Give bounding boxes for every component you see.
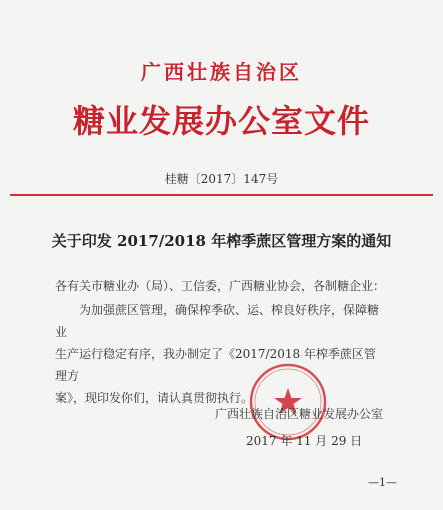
- issue-date: 2017 年 11 月 29 日: [246, 434, 363, 448]
- page-number: —1—: [368, 476, 397, 489]
- official-seal-icon: [248, 362, 328, 442]
- body-line-2: 生产运行稳定有序，我办制定了《2017/2018 年榨季蔗区管理方: [55, 347, 376, 383]
- issuer-name: 广西壮族自治区糖业发展办公室: [215, 407, 384, 421]
- red-divider-line: [10, 194, 433, 196]
- body-line-3: 案》，现印发你们，请认真贯彻执行。: [55, 391, 254, 405]
- issuing-region: 广西壮族自治区: [141, 60, 302, 84]
- body-line-1: 为加强蔗区管理，确保榨季砍、运、榨良好秩序，保障糖业: [55, 303, 380, 339]
- document-header-title: 糖业发展办公室文件: [72, 102, 370, 140]
- notice-body: [55, 299, 385, 409]
- addressee-line: 各有关市糖业办（局）、工信委，广西糖业协会，各制糖企业：: [55, 279, 386, 293]
- notice-title: 关于印发 2017/2018 年榨季蔗区管理方案的通知: [51, 232, 392, 250]
- document-number: 桂糖〔2017〕147号: [164, 172, 279, 186]
